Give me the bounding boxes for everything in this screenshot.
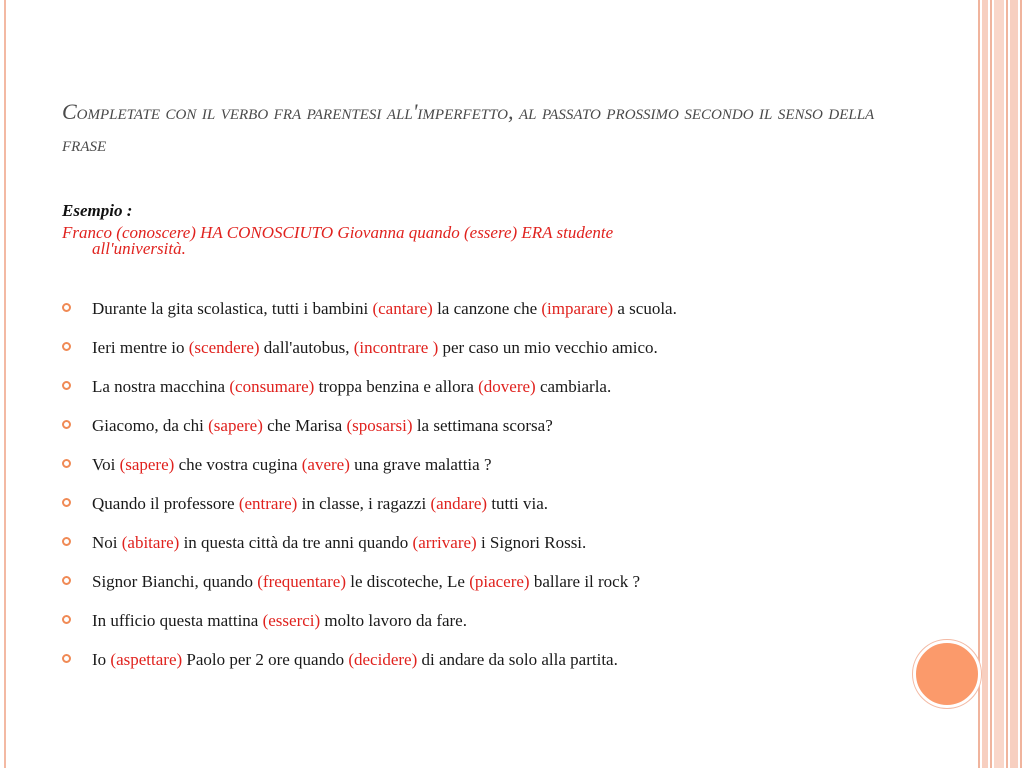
- decor-circle: [913, 640, 981, 708]
- sentence-text: di andare da solo alla partita.: [417, 650, 618, 669]
- decor-stripe: [1006, 0, 1008, 768]
- bullet-icon: [62, 654, 71, 663]
- sentence-text: che Marisa: [262, 416, 347, 435]
- verb-hint: (sposarsi): [346, 416, 413, 435]
- bullet-icon: [62, 615, 71, 624]
- bullet-icon: [62, 459, 71, 468]
- exercise-item: [62, 566, 862, 597]
- sentence-text: una grave malattia ?: [349, 455, 492, 474]
- exercise-item: [62, 293, 862, 324]
- sentence-text: La nostra macchina: [92, 377, 230, 396]
- exercise-list: [62, 293, 862, 683]
- sentence-text: tutti via.: [487, 494, 548, 513]
- sentence-text: Noi: [92, 533, 122, 552]
- left-accent-line: [4, 0, 6, 768]
- bullet-icon: [62, 498, 71, 507]
- exercise-item: [62, 410, 862, 441]
- sentence-text: in classe, i ragazzi: [297, 494, 431, 513]
- verb-hint: (esserci): [262, 611, 321, 630]
- verb-hint: (avere): [301, 455, 350, 474]
- sentence-text: Quando il professore: [92, 494, 239, 513]
- slide-title: Completate con il verbo fra parentesi all'imperfetto, al passato prossimo secondo il senso della frase: [62, 99, 875, 156]
- sentence-text: la canzone che: [432, 299, 542, 318]
- verb-hint: (piacere): [469, 572, 530, 591]
- sentence-text: in questa città da tre anni quando: [179, 533, 413, 552]
- decor-stripe: [978, 0, 980, 768]
- sentence-text: ballare il rock ?: [529, 572, 641, 591]
- sentence-text: i Signori Rossi.: [476, 533, 587, 552]
- verb-hint: (consumare): [229, 377, 315, 396]
- verb-hint: (dovere): [478, 377, 536, 396]
- exercise-item: [62, 605, 862, 636]
- verb-hint: (sapere): [208, 416, 263, 435]
- bullet-icon: [62, 381, 71, 390]
- sentence-text: che vostra cugina: [174, 455, 302, 474]
- decor-stripe: [982, 0, 988, 768]
- example-line-1: Franco (conoscere) HA CONOSCIUTO Giovanna quando (essere) ERA studente: [62, 223, 614, 242]
- decor-stripe: [1010, 0, 1018, 768]
- decor-stripe: [1020, 0, 1022, 768]
- verb-hint: (incontrare ): [353, 338, 439, 357]
- sentence-text: Voi: [92, 455, 120, 474]
- sentence-text: le discoteche, Le: [345, 572, 470, 591]
- exercise-item: [62, 644, 862, 675]
- sentence-text: Durante la gita scolastica, tutti i bambini: [92, 299, 373, 318]
- exercise-item: [62, 332, 862, 363]
- sentence-text: troppa benzina e allora: [314, 377, 479, 396]
- bullet-icon: [62, 420, 71, 429]
- verb-hint: (sapere): [119, 455, 175, 474]
- verb-hint: (frequentare): [257, 572, 346, 591]
- sentence-text: a scuola.: [613, 299, 677, 318]
- verb-hint: (andare): [430, 494, 488, 513]
- sentence-text: cambiarla.: [535, 377, 612, 396]
- bullet-icon: [62, 303, 71, 312]
- sentence-text: Giacomo, da chi: [92, 416, 209, 435]
- sentence-text: la settimana scorsa?: [412, 416, 553, 435]
- bullet-icon: [62, 576, 71, 585]
- example-label: Esempio :: [62, 201, 133, 220]
- sentence-text: Paolo per 2 ore quando: [182, 650, 349, 669]
- exercise-item: [62, 488, 862, 519]
- sentence-text: per caso un mio vecchio amico.: [438, 338, 658, 357]
- exercise-item: [62, 371, 862, 402]
- verb-hint: (entrare): [238, 494, 298, 513]
- verb-hint: (abitare): [121, 533, 180, 552]
- verb-hint: (scendere): [188, 338, 260, 357]
- verb-hint: (imparare): [541, 299, 614, 318]
- sentence-text: dall'autobus,: [259, 338, 354, 357]
- verb-hint: (decidere): [348, 650, 418, 669]
- sentence-text: molto lavoro da fare.: [320, 611, 467, 630]
- bullet-icon: [62, 537, 71, 546]
- verb-hint: (aspettare): [110, 650, 183, 669]
- example-line-2: all'università.: [92, 239, 186, 258]
- exercise-item: [62, 449, 862, 480]
- sentence-text: Signor Bianchi, quando: [92, 572, 258, 591]
- sentence-text: Io: [92, 650, 111, 669]
- verb-hint: (cantare): [372, 299, 433, 318]
- bullet-icon: [62, 342, 71, 351]
- decor-stripe: [990, 0, 992, 768]
- decor-stripe: [994, 0, 1004, 768]
- sentence-text: Ieri mentre io: [92, 338, 189, 357]
- sentence-text: In ufficio questa mattina: [92, 611, 263, 630]
- exercise-item: [62, 527, 862, 558]
- verb-hint: (arrivare): [412, 533, 477, 552]
